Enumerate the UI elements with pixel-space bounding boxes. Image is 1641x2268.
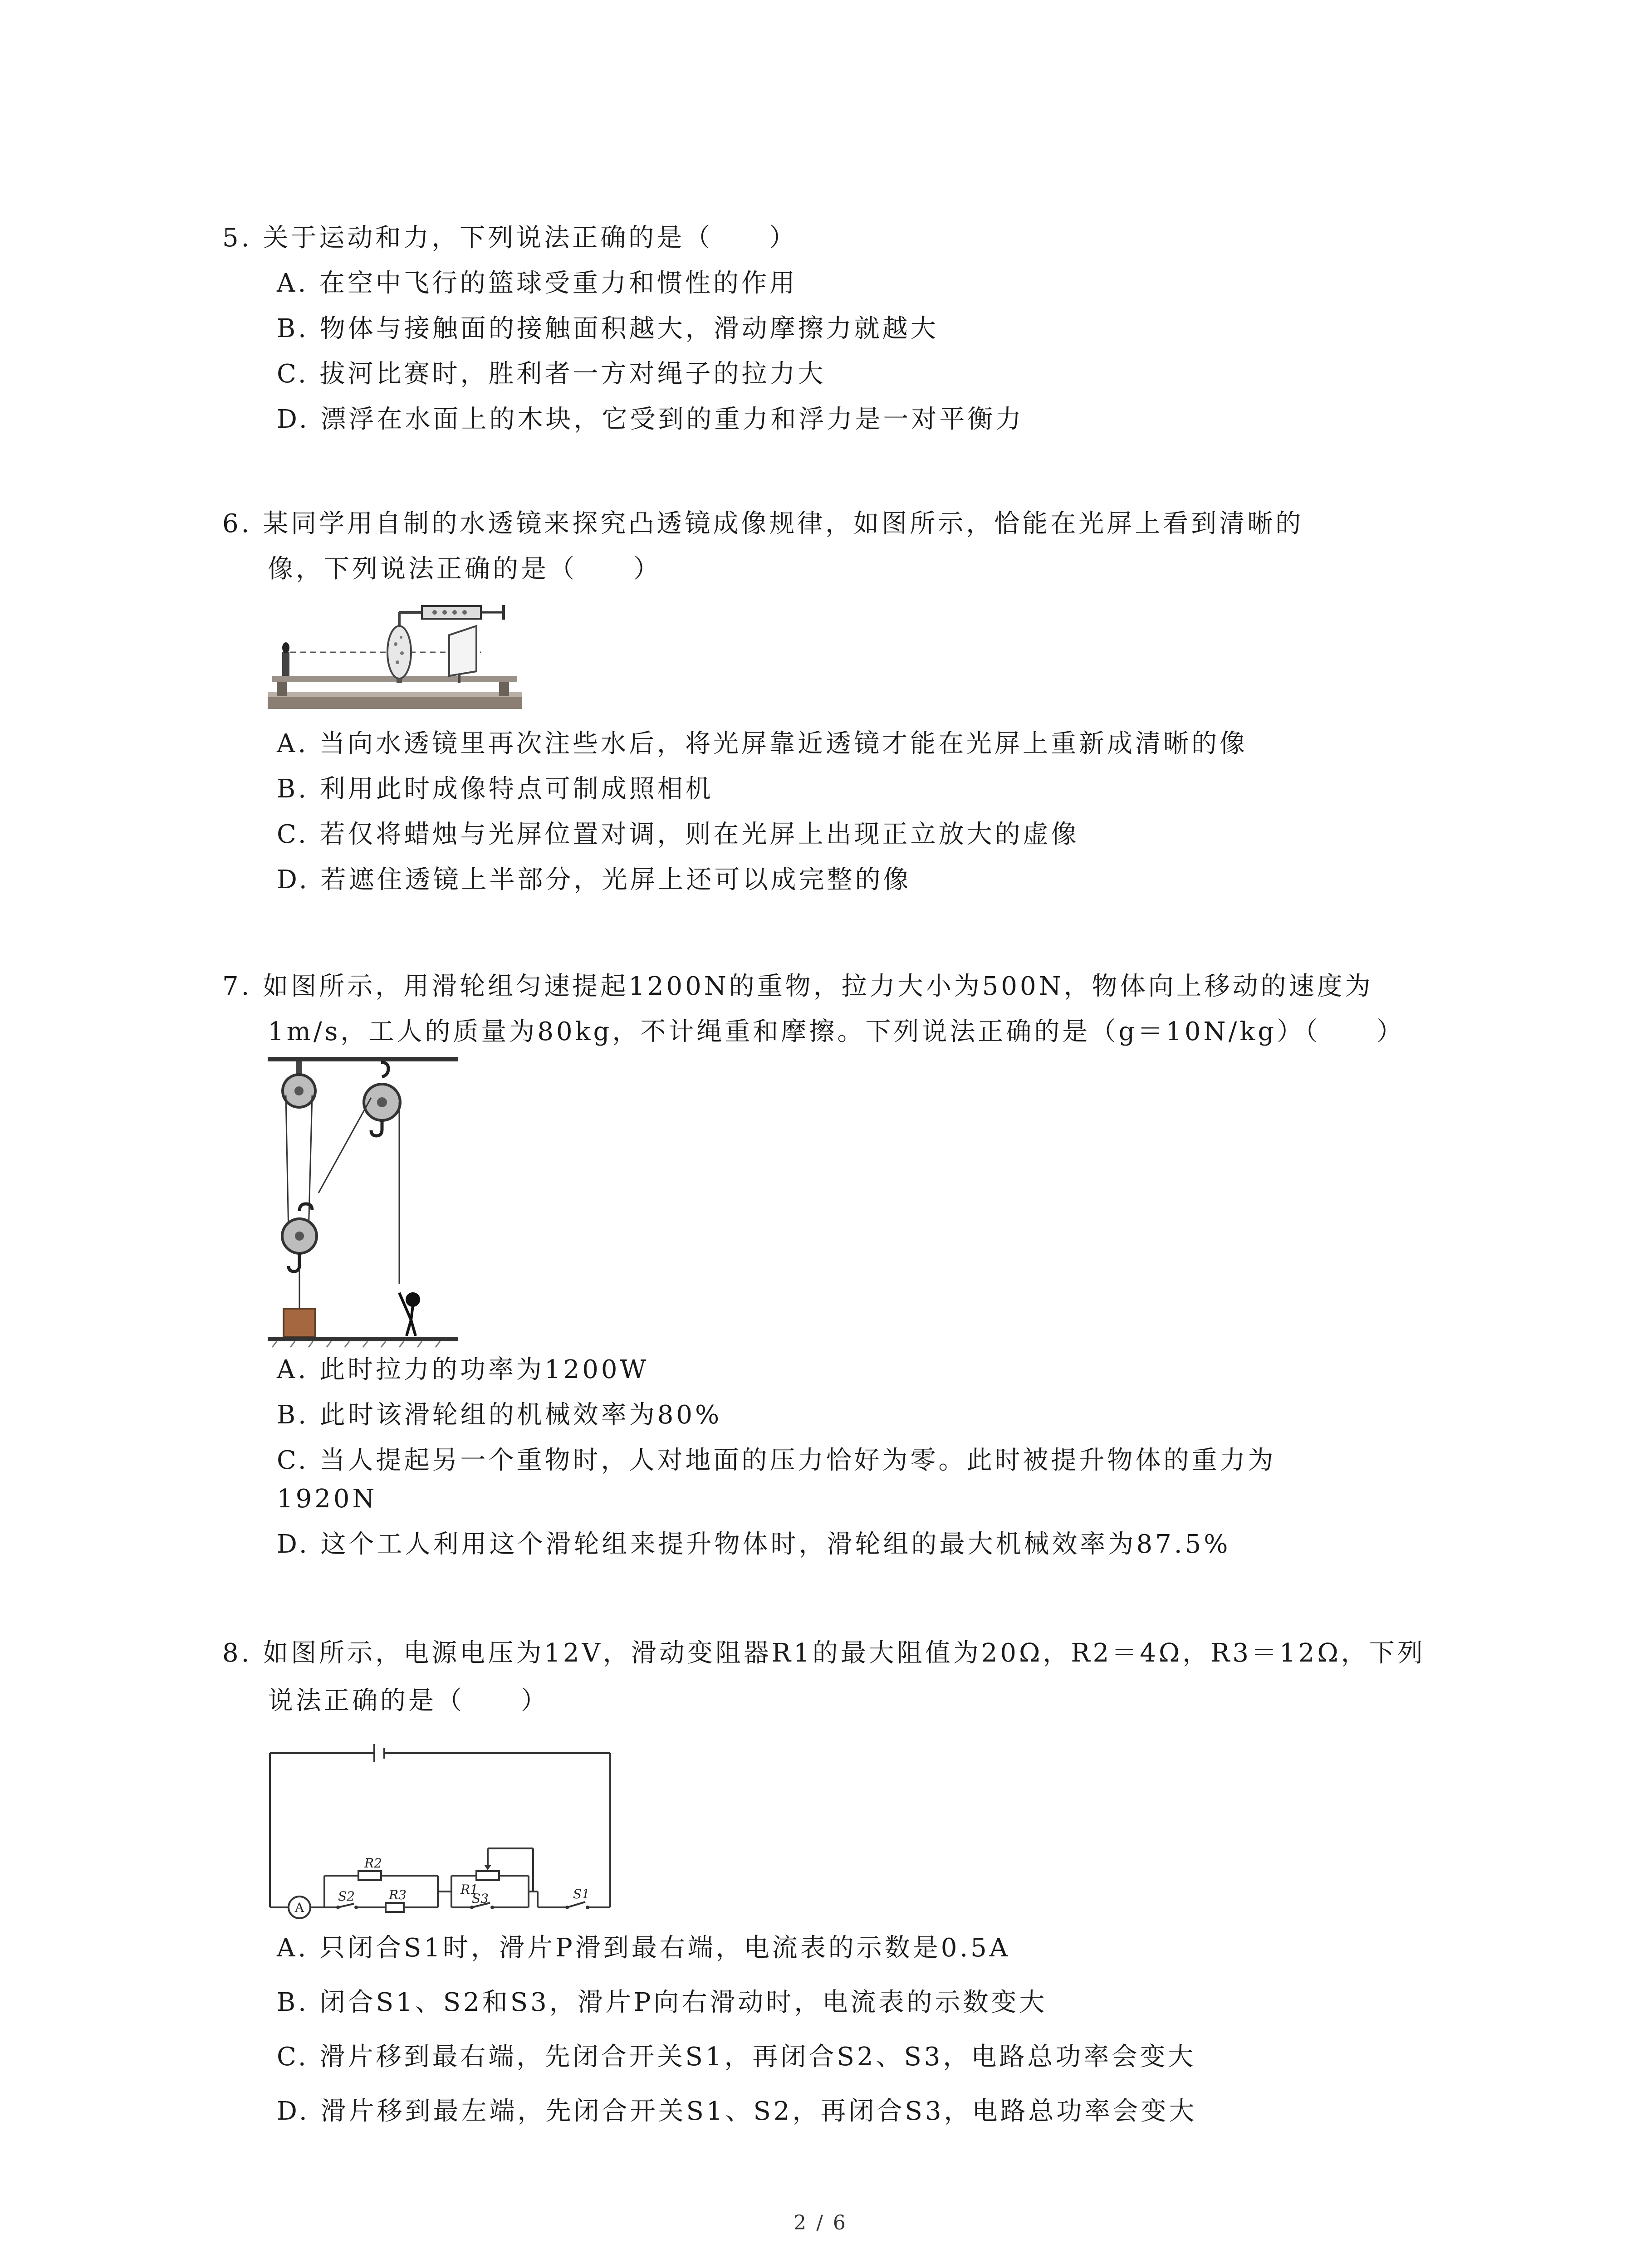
fixed-pulley-2-icon (364, 1062, 400, 1136)
q7-option-b: B. 此时该滑轮组的机械效率为80% (277, 1400, 722, 1430)
worker-icon (399, 1293, 419, 1336)
q5-stem-line-1: 5. 关于运动和力，下列说法正确的是（ ） (222, 223, 798, 253)
circuit-diagram-figure (265, 1740, 624, 1926)
q5-option-a: A. 在空中飞行的篮球受重力和惯性的作用 (277, 269, 798, 298)
lens-experiment-figure (263, 594, 535, 717)
q5-option-d: D. 漂浮在水面上的木块，它受到的重力和浮力是一对平衡力 (277, 405, 1024, 434)
syringe-icon (422, 605, 504, 620)
movable-pulley-icon (282, 1204, 317, 1271)
optical-bench (268, 696, 522, 709)
r2-label: R2 (364, 1856, 382, 1871)
r1-label: R1 (460, 1882, 478, 1897)
ceiling (268, 1057, 458, 1061)
q7-option-d: D. 这个工人利用这个滑轮组来提升物体时，滑轮组的最大机械效率为87.5% (277, 1530, 1231, 1559)
s3-label: S3 (472, 1891, 489, 1906)
q7-option-c: C. 当人提起另一个重物时，人对地面的压力恰好为零。此时被提升物体的重力为 (277, 1446, 1276, 1475)
light-screen-icon (449, 626, 476, 683)
slider-p-arrow-icon (484, 1865, 491, 1870)
ground (268, 1337, 458, 1341)
q8-option-a: A. 只闭合S1时，滑片P滑到最右端，电流表的示数是0.5A (277, 1933, 1011, 1963)
q8-stem-line-1: 8. 如图所示，电源电压为12V，滑动变阻器R1的最大阻值为20Ω，R2＝4Ω，R3＝12Ω，下列 (222, 1638, 1425, 1668)
q5-option-c: C. 拔河比赛时，胜利者一方对绳子的拉力大 (277, 359, 826, 389)
water-lens-icon (387, 612, 422, 683)
q6-option-a: A. 当向水透镜里再次注些水后，将光屏靠近透镜才能在光屏上重新成清晰的像 (277, 729, 1248, 758)
q6-option-b: B. 利用此时成像特点可制成照相机 (277, 774, 714, 804)
q5-option-b: B. 物体与接触面的接触面积越大，滑动摩擦力就越大 (277, 314, 939, 343)
candle-icon (282, 642, 289, 676)
q6-stem-line-1: 6. 某同学用自制的水透镜来探究凸透镜成像规律，如图所示，恰能在光屏上看到清晰的 (222, 509, 1304, 538)
r3-label: R3 (389, 1887, 407, 1902)
s2-label: S2 (338, 1889, 355, 1904)
q6-option-c: C. 若仅将蜡烛与光屏位置对调，则在光屏上出现正立放大的虚像 (277, 820, 1079, 849)
fixed-pulley-1-icon (283, 1061, 315, 1107)
s1-label: S1 (573, 1887, 590, 1901)
load-box-icon (284, 1309, 315, 1337)
q6-stem-line-2: 像，下列说法正确的是（ ） (268, 554, 661, 584)
resistor-r3 (386, 1903, 404, 1912)
q8-option-c: C. 滑片移到最右端，先闭合开关S1，再闭合S2、S3，电路总功率会变大 (277, 2042, 1196, 2072)
q7-option-a: A. 此时拉力的功率为1200W (277, 1355, 649, 1384)
page-number: 2 / 6 (794, 2211, 847, 2234)
rheostat-r1 (476, 1871, 499, 1880)
q8-option-b: B. 闭合S1、S2和S3，滑片P向右滑动时，电流表的示数变大 (277, 1988, 1048, 2017)
q8-stem-line-2: 说法正确的是（ ） (268, 1686, 549, 1716)
q8-option-d: D. 滑片移到最左端，先闭合开关S1、S2，再闭合S3，电路总功率会变大 (277, 2097, 1197, 2126)
pulley-system-figure (268, 1057, 467, 1352)
q7-stem-line-1: 7. 如图所示，用滑轮组匀速提起1200N的重物，拉力大小为500N，物体向上移动的速度为 (222, 972, 1373, 1001)
q6-option-d: D. 若遮住透镜上半部分，光屏上还可以成完整的像 (277, 865, 911, 894)
q7-option-c-continued: 1920N (277, 1484, 377, 1514)
q7-stem-line-2: 1m/s，工人的质量为80kg，不计绳重和摩擦。下列说法正确的是（g＝10N/kg）（ ） (268, 1017, 1405, 1046)
ammeter-label: A (294, 1900, 304, 1915)
resistor-r2 (358, 1871, 381, 1880)
